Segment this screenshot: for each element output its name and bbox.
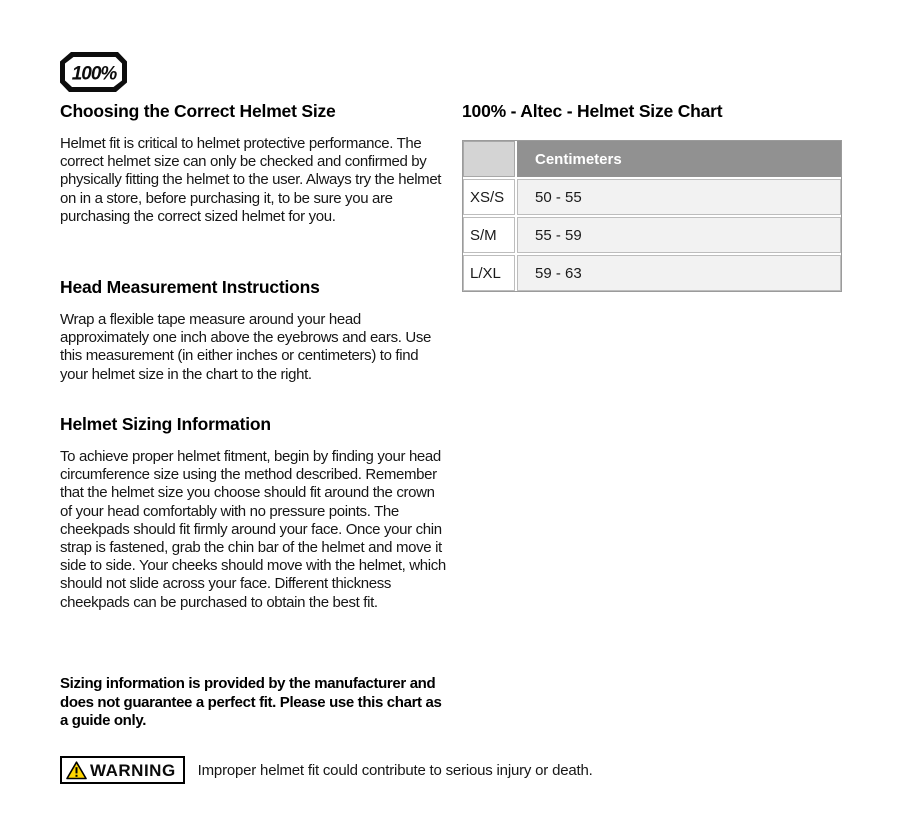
warning-box	[60, 756, 185, 784]
section-heading: Helmet Sizing Information	[60, 414, 271, 434]
section-body: Helmet fit is critical to helmet protective performance. The correct helmet size can only be checked and confirmed by physically fitting the helmet to the user. Always try the helmet on in a store, before purchasing it, to be sure you are purchasing the correct sized helmet for you.	[60, 135, 442, 225]
hexagon-badge-icon	[60, 52, 127, 92]
brand-logo-100percent	[60, 52, 127, 92]
size-label-cell: S/M	[463, 217, 515, 253]
section-choosing-helmet-size	[60, 100, 448, 226]
centimeters-value-cell: 55 - 59	[517, 217, 841, 253]
section-body: To achieve proper helmet fitment, begin by finding your head circumference size using the method described. Remember that the helmet size you choose should fit around the crown of your head comfortably with no pressure points. The cheekpads should fit firmly around your face. Once your chin strap is fastened, grab the chin bar of the helmet and move it side to side. Your cheeks should move with the helmet, which should not slide across your face. Different thickness cheekpads can be purchased to obtain the best fit.	[60, 448, 446, 611]
centimeters-value-cell: 50 - 55	[517, 179, 841, 215]
table-header-centimeters: Centimeters	[517, 141, 841, 177]
table-corner-cell	[463, 141, 515, 177]
section-heading: Choosing the Correct Helmet Size	[60, 101, 336, 121]
warning-text: Improper helmet fit could contribute to serious injury or death.	[197, 761, 593, 779]
section-helmet-sizing-info	[60, 413, 448, 612]
size-chart-title: 100% - Altec - Helmet Size Chart	[462, 101, 723, 121]
warning-triangle-icon	[66, 761, 87, 780]
section-body: Wrap a flexible tape measure around your head approximately one inch above the eyebrows and ears. Use this measurement (in either inches or centimeters) to find your helmet size in the chart to the right.	[60, 311, 431, 383]
size-label-cell: L/XL	[463, 255, 515, 291]
size-label-cell: XS/S	[463, 179, 515, 215]
section-head-measurement	[60, 276, 448, 384]
warning-label: WARNING	[90, 760, 176, 780]
disclaimer-text: Sizing information is provided by the manufacturer and does not guarantee a perfect fit. Please use this chart as a guide only.	[60, 675, 442, 729]
logo-100-text: 100%	[71, 63, 117, 85]
warning-strip	[60, 756, 593, 784]
section-heading: Head Measurement Instructions	[60, 277, 320, 297]
centimeters-value-cell: 59 - 63	[517, 255, 841, 291]
size-chart-table	[462, 140, 842, 292]
